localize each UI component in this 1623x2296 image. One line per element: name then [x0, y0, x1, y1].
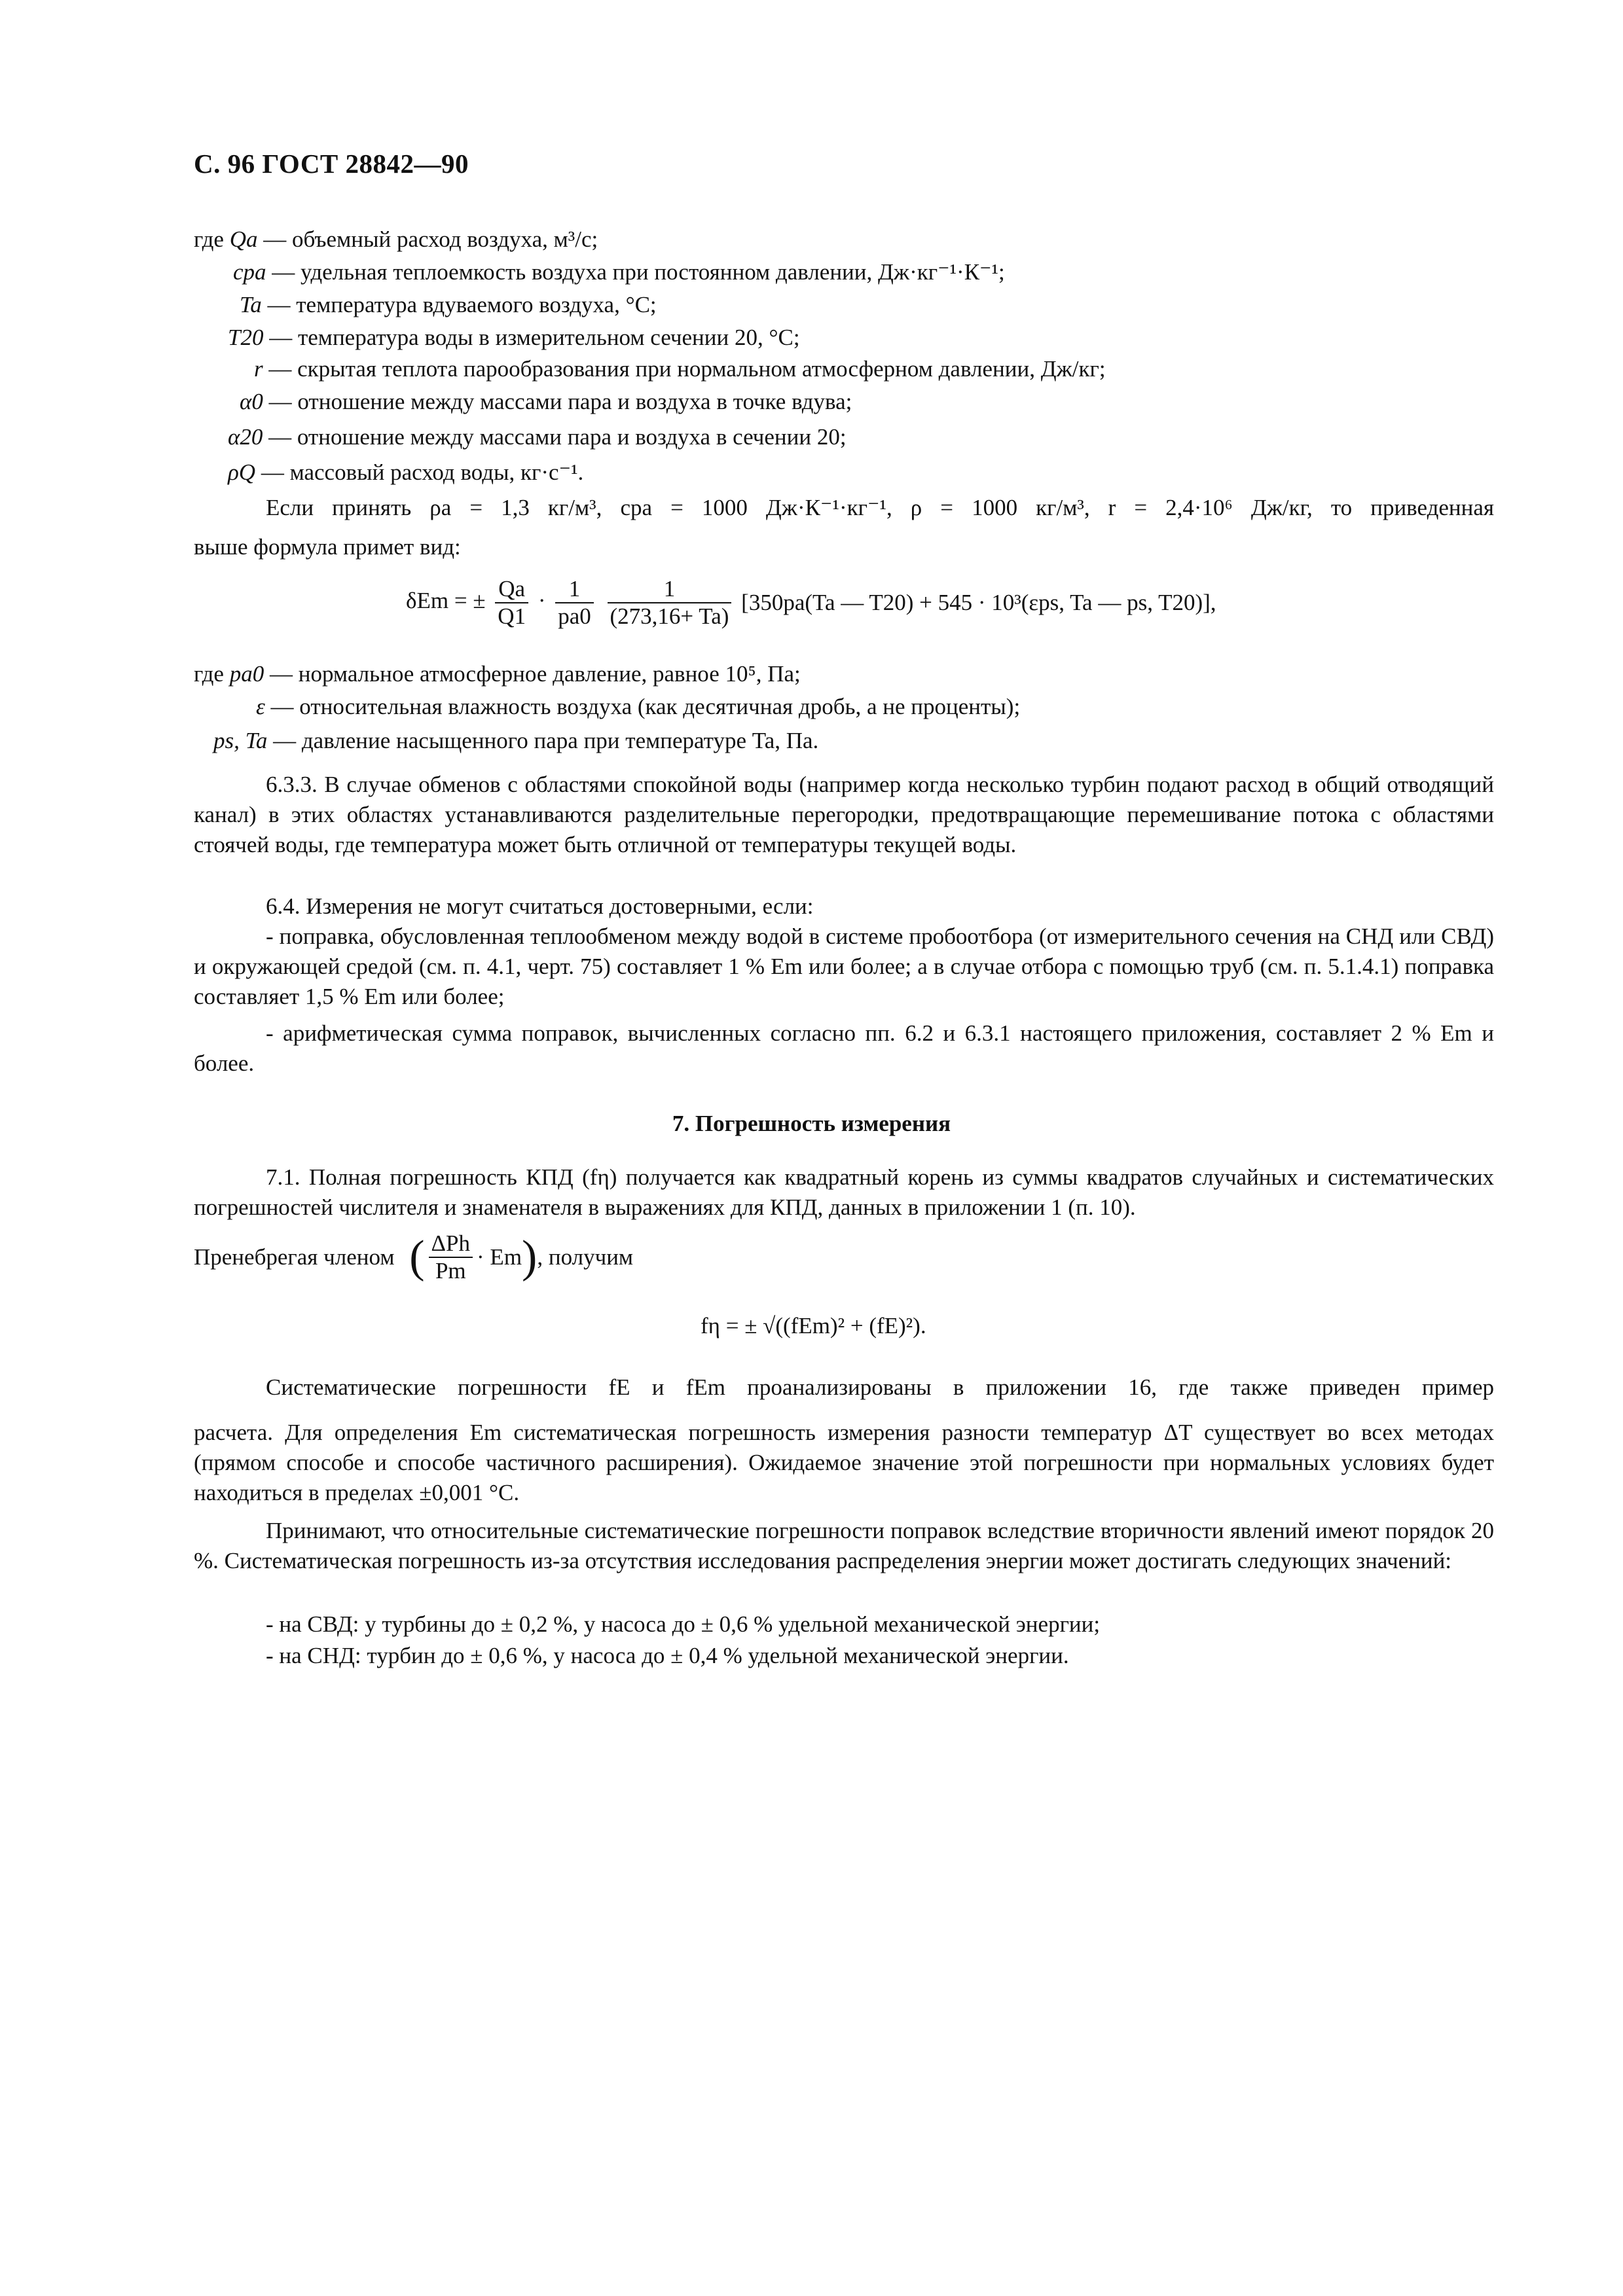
definition-symbol: Qa — [229, 226, 258, 252]
definition-text: — давление насыщенного пара при температуре Ta, Па. — [273, 728, 819, 753]
formula-bracket-term: [350pa(Ta — T20) + 545 · 10³(εps, Ta — ps, T20)], — [741, 590, 1216, 615]
definition-item — [213, 728, 818, 754]
definition-symbol: Ta — [240, 292, 262, 317]
systematic-errors-line: Систематические погрешности fE и fEm проанализированы в приложении 16, где также приведен пример — [266, 1374, 1494, 1400]
neglect-term-line — [194, 1230, 633, 1284]
list-item-svd: - на СВД: у турбины до ± 0,2 %, у насоса до ± 0,6 % удельной механической энергии; — [266, 1611, 1101, 1637]
definition-text: — отношение между массами пара и воздуха в сечении 20; — [268, 424, 847, 450]
fraction-temperature: $\frac{1}{(273,16+ Ta)}$ — [608, 576, 732, 630]
fraction-head-loss: $\frac{\text{ΔPh}}{Pm}$ — [429, 1230, 473, 1284]
definition-item — [240, 389, 852, 415]
systematic-errors-paragraph: расчета. Для определения Em систематическая погрешность измерения разности температур ΔT существует во всех методах (прямом способе и способе частичного расширения). Ожидаемое значение этой погрешности при нормальных условиях будет находиться в пределах ±0,001 °С. — [194, 1420, 1494, 1505]
definition-item — [254, 356, 1106, 382]
total-error-formula: fη = ± √((fEm)² + (fE)²). — [701, 1313, 926, 1338]
formula-lhs: δEm = ± — [406, 588, 486, 614]
page-header: С. 96 ГОСТ 28842—90 — [194, 149, 469, 179]
definition-item — [240, 292, 657, 318]
open-paren: ( — [409, 1232, 425, 1282]
definition-symbol: r — [254, 356, 263, 382]
definition-text: — относительная влажность воздуха (как десятичная дробь, а не проценты); — [270, 694, 1021, 719]
definition-text: — удельная теплоемкость воздуха при постоянном давлении, Дж·кг⁻¹·К⁻¹; — [272, 259, 1005, 285]
fraction-flow-ratio: $\frac{Qa}{Q1}$ — [495, 576, 528, 630]
definition-text: — скрытая теплота парообразования при нормальном атмосферном давлении, Дж/кг; — [268, 356, 1106, 382]
assumption-line: Если принять ρa = 1,3 кг/м³, cpa = 1000 Дж·К⁻¹·кг⁻¹, ρ = 1000 кг/м³, r = 2,4·10⁶ Дж/кг, то приведенная — [266, 495, 1494, 520]
neglect-mid: · Em — [477, 1244, 522, 1270]
paragraph-6-4-item-1: - поправка, обусловленная теплообменом между водой в системе пробоотбора (от измерительного сечения на СНД или СВД) и окружающей средой (см. п. 4.1, черт. 75) составляет 1 % Em или более; а в случае отбора с помощью труб (см. п. 5.1.4.1) поправка составляет 1,5 % Em или более; — [194, 924, 1494, 1009]
definition-symbol: pa0 — [229, 661, 264, 687]
paragraph-6-4-item-2: - арифметическая сумма поправок, вычисленных согласно пп. 6.2 и 6.3.1 настоящего приложения, составляет 2 % Em и более. — [194, 1020, 1494, 1076]
paragraph-7-1: 7.1. Полная погрешность КПД (fη) получается как квадратный корень из суммы квадратов случайных и систематических погрешностей числителя и знаменателя в выражениях для КПД, данных в приложении 1 (п. 10). — [194, 1164, 1494, 1220]
definition-prefix: где — [194, 226, 224, 252]
paragraph-6-4: 6.4. Измерения не могут считаться достоверными, если: — [266, 893, 814, 919]
definition-item — [233, 259, 1005, 285]
definition-text: — массовый расход воды, кг·с⁻¹. — [261, 459, 584, 485]
definition-item — [228, 325, 800, 351]
definition-prefix: где — [194, 661, 224, 687]
acceptance-paragraph: Принимают, что относительные систематические погрешности поправок вследствие вторичности явлений имеют порядок 20 %. Систематическая погрешность из-за отсутствия исследования распределения энергии может достигать следующих значений: — [194, 1518, 1494, 1573]
definition-text: — температура вдуваемого воздуха, °С; — [267, 292, 657, 317]
definition-symbol: α0 — [240, 389, 263, 414]
definition-item — [228, 459, 583, 486]
paragraph-6-3-3: 6.3.3. В случае обменов с областями спокойной воды (например когда несколько турбин подают расход в общий отводящий канал) в этих областях устанавливаются разделительные перегородки, предотвращающие перемешивание потока с областями стоячей воды, где температура может быть отличной от температуры текущей воды. — [194, 772, 1494, 857]
definition-item — [256, 694, 1020, 720]
neglect-suffix: , получим — [537, 1244, 634, 1270]
neglect-prefix: Пренебрегая членом — [194, 1244, 395, 1270]
assumption-line-continued: выше формула примет вид: — [194, 534, 461, 560]
section-7-title: 7. Погрешность измерения — [672, 1111, 951, 1136]
close-paren: ) — [522, 1232, 538, 1282]
definition-item — [194, 661, 801, 687]
formula-dot: · — [538, 588, 546, 614]
definition-symbol: cpa — [233, 259, 266, 285]
definition-item — [228, 424, 847, 450]
definition-text: — отношение между массами пара и воздуха в точке вдува; — [268, 389, 852, 414]
definition-text: — температура воды в измерительном сечении 20, °С; — [269, 325, 800, 350]
definition-symbol: ρQ — [228, 459, 256, 485]
list-item-snd: - на СНД: турбин до ± 0,6 %, у насоса до ± 0,4 % удельной механической энергии. — [266, 1643, 1069, 1668]
definition-symbol: T20 — [228, 325, 264, 350]
definition-text: — нормальное атмосферное давление, равное 10⁵, Па; — [269, 661, 801, 687]
definition-text: — объемный расход воздуха, м³/с; — [263, 226, 598, 252]
definition-symbol: ps, Ta — [213, 728, 268, 753]
efficiency-correction-formula — [406, 576, 1216, 630]
definition-item — [194, 226, 598, 253]
definition-symbol: α20 — [228, 424, 263, 450]
definition-symbol: ε — [256, 694, 265, 719]
fraction-pressure: $\frac{1}{pa0}$ — [555, 576, 594, 630]
